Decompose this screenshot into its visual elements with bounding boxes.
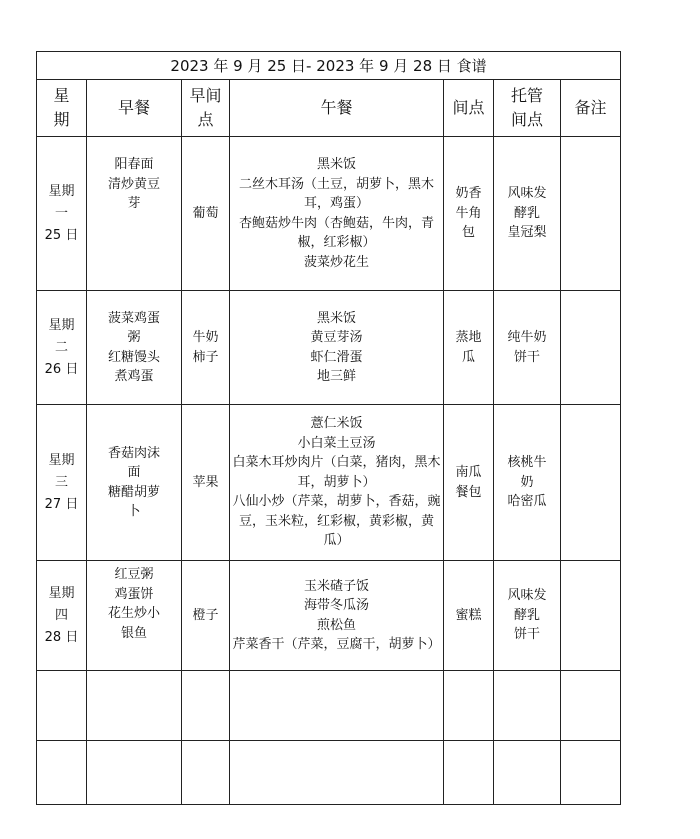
- morning-snack-cell: 橙子: [182, 561, 230, 671]
- daycare-snack-cell: 纯牛奶 饼干: [494, 291, 561, 405]
- empty-cell: [494, 741, 561, 805]
- weekday-cell: 星期 二 26 日: [37, 291, 87, 405]
- notes-cell: [561, 137, 621, 291]
- empty-cell: [561, 741, 621, 805]
- notes-cell: [561, 405, 621, 561]
- snack-cell: 蒸地 瓜: [444, 291, 494, 405]
- empty-cell: [37, 741, 87, 805]
- table-row: [37, 291, 621, 405]
- daycare-snack-cell: 核桃牛 奶 哈密瓜: [494, 405, 561, 561]
- empty-cell: [494, 671, 561, 741]
- empty-cell: [182, 671, 230, 741]
- page-title: 2023 年 9 月 25 日- 2023 年 9 月 28 日 食谱: [37, 52, 621, 80]
- notes-cell: [561, 291, 621, 405]
- snack-cell: 蜜糕: [444, 561, 494, 671]
- lunch-cell: 黑米饭 黄豆芽汤 虾仁滑蛋 地三鲜: [230, 291, 444, 405]
- empty-cell: [37, 671, 87, 741]
- weekday-cell: 星期 三 27 日: [37, 405, 87, 561]
- notes-cell: [561, 561, 621, 671]
- morning-snack-cell: 牛奶 柿子: [182, 291, 230, 405]
- empty-cell: [444, 741, 494, 805]
- empty-row: [37, 671, 621, 741]
- snack-cell: 南瓜 餐包: [444, 405, 494, 561]
- empty-cell: [230, 671, 444, 741]
- breakfast-cell: 香菇肉沫 面 糖醋胡萝 卜: [87, 405, 182, 561]
- weekday-cell: 星期 四 28 日: [37, 561, 87, 671]
- daycare-snack-cell: 风味发 酵乳 皇冠梨: [494, 137, 561, 291]
- header-morning-snack: 早间 点: [182, 80, 230, 137]
- breakfast-cell: 阳春面 清炒黄豆 芽: [87, 137, 182, 291]
- empty-cell: [561, 671, 621, 741]
- empty-cell: [182, 741, 230, 805]
- breakfast-cell: 红豆粥 鸡蛋饼 花生炒小 银鱼: [87, 561, 182, 671]
- lunch-cell: 黑米饭 二丝木耳汤（土豆，胡萝卜，黑木耳，鸡蛋） 杏鲍菇炒牛肉（杏鲍菇，牛肉，青椒，红彩椒） 菠菜炒花生: [230, 137, 444, 291]
- daycare-snack-cell: 风味发 酵乳 饼干: [494, 561, 561, 671]
- empty-row: [37, 741, 621, 805]
- empty-cell: [230, 741, 444, 805]
- table-row: [37, 561, 621, 671]
- table-row: [37, 405, 621, 561]
- header-notes: 备注: [561, 80, 621, 137]
- table-row: [37, 137, 621, 291]
- header-snack: 间点: [444, 80, 494, 137]
- lunch-cell: 薏仁米饭 小白菜土豆汤 白菜木耳炒肉片（白菜，猪肉，黑木耳，胡萝卜） 八仙小炒（芹菜，胡萝卜，香菇，豌豆，玉米粒，红彩椒，黄彩椒，黄瓜）: [230, 405, 444, 561]
- weekday-cell: 星期 一 25 日: [37, 137, 87, 291]
- header-breakfast: 早餐: [87, 80, 182, 137]
- morning-snack-cell: 苹果: [182, 405, 230, 561]
- empty-cell: [87, 671, 182, 741]
- lunch-cell: 玉米碴子饭 海带冬瓜汤 煎松鱼 芹菜香干（芹菜，豆腐干，胡萝卜）: [230, 561, 444, 671]
- breakfast-cell: 菠菜鸡蛋 粥 红糖馒头 煮鸡蛋: [87, 291, 182, 405]
- empty-cell: [87, 741, 182, 805]
- header-daycare-snack: 托管 间点: [494, 80, 561, 137]
- snack-cell: 奶香 牛角 包: [444, 137, 494, 291]
- empty-cell: [444, 671, 494, 741]
- header-weekday: 星 期: [37, 80, 87, 137]
- morning-snack-cell: 葡萄: [182, 137, 230, 291]
- header-lunch: 午餐: [230, 80, 444, 137]
- menu-table: [36, 51, 621, 805]
